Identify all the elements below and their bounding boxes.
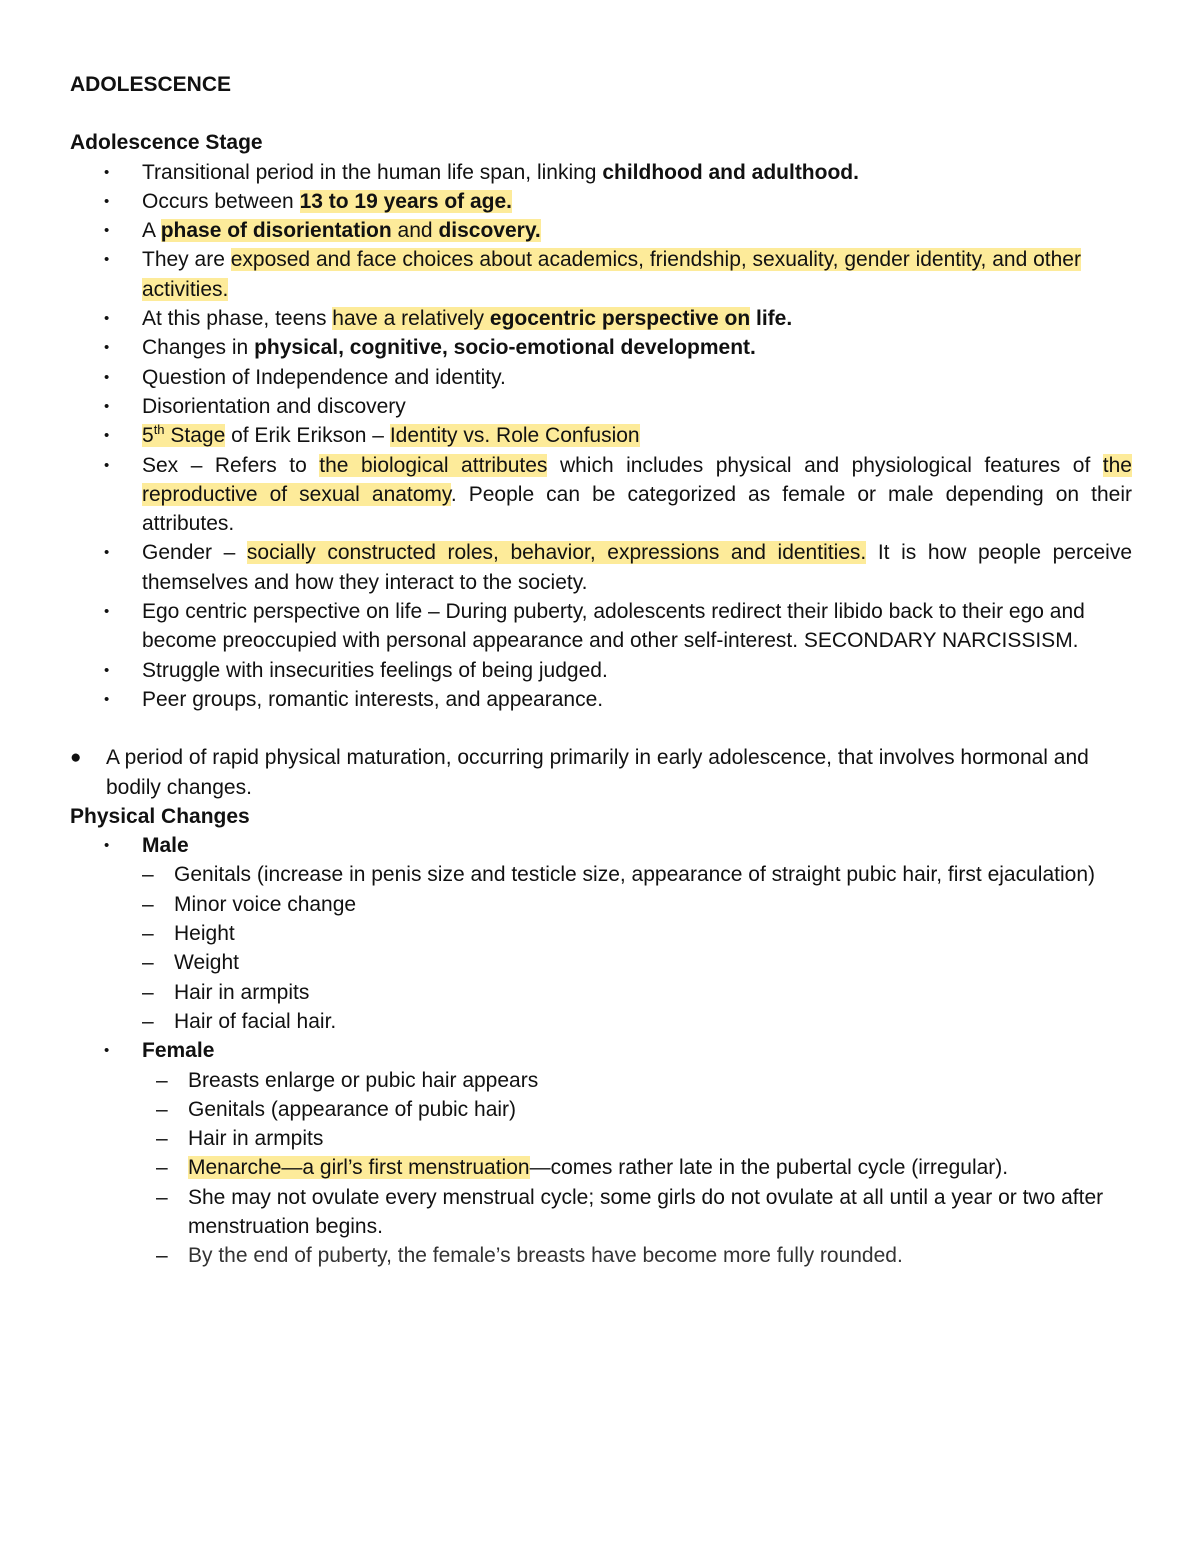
dash-marker: –	[156, 1127, 168, 1151]
item-text: Weight	[174, 951, 239, 975]
bullet-marker: •	[104, 222, 110, 240]
list-item	[70, 948, 1132, 977]
dash-marker: –	[156, 1156, 168, 1180]
list-item	[70, 890, 1132, 919]
item-text: Breasts enlarge or pubic hair appears	[188, 1068, 539, 1092]
section-heading-physical-changes: Physical Changes	[70, 804, 250, 828]
item-bold-text: childhood and adulthood.	[602, 160, 859, 184]
list-item	[70, 451, 1132, 539]
female-changes-list	[70, 1066, 1132, 1154]
list-item	[70, 216, 1132, 245]
bullet-marker: •	[104, 1042, 110, 1060]
item-text: At this phase, teens	[142, 307, 333, 331]
dash-marker: –	[142, 951, 154, 975]
dash-marker: –	[156, 1097, 168, 1121]
bullet-marker: •	[104, 368, 110, 386]
bullet-marker: •	[104, 690, 110, 708]
male-changes-list	[70, 860, 1132, 1036]
highlighted-text	[142, 424, 225, 447]
female-changes-list-more	[70, 1183, 1132, 1271]
subheading-female: Female	[142, 1039, 215, 1063]
dash-marker: –	[142, 892, 154, 916]
highlighted-text: discovery.	[438, 219, 541, 243]
bullet-marker: •	[104, 661, 110, 679]
spacer	[70, 714, 1132, 743]
item-text: By the end of puberty, the female’s breasts have become more fully rounded.	[188, 1244, 903, 1268]
highlighted-text: egocentric perspective on	[489, 307, 751, 331]
dash-marker: –	[156, 1244, 168, 1268]
item-text: Ego centric perspective on life – During puberty, adolescents redirect their libido back to their ego and become preoccupied with personal appearance and other self-interest. SECONDARY NARCISSISM.	[142, 600, 1085, 653]
item-text: Transitional period in the human life span, linking	[142, 160, 603, 184]
list-item	[70, 1007, 1132, 1036]
list-item	[70, 685, 1132, 714]
puberty-list	[70, 743, 1132, 802]
list-item	[70, 245, 1132, 304]
dash-marker: –	[156, 1185, 168, 1209]
list-item	[70, 656, 1132, 685]
bullet-marker: •	[104, 310, 110, 328]
item-text: Hair of facial hair.	[174, 1009, 337, 1033]
item-text: 5	[142, 424, 154, 448]
list-item	[70, 304, 1132, 333]
dash-marker: –	[142, 980, 154, 1004]
item-text: Genitals (increase in penis size and testicle size, appearance of straight pubic hair, first ejaculation)	[174, 863, 1095, 887]
item-text: Sex – Refers to	[142, 453, 320, 477]
item-text: She may not ovulate every menstrual cycle; some girls do not ovulate at all until a year or two after menstruation begins.	[188, 1185, 1104, 1238]
highlighted-text: Identity vs. Role Confusion	[389, 424, 640, 448]
list-item-female	[70, 1036, 1132, 1065]
list-item	[70, 1183, 1132, 1242]
bullet-marker: •	[104, 251, 110, 269]
physical-changes-list-female	[70, 1036, 1132, 1065]
item-text: Disorientation and discovery	[142, 394, 406, 418]
bullet-marker: •	[104, 544, 110, 562]
adolescence-list	[70, 158, 1132, 715]
female-menarche-list	[70, 1153, 1132, 1182]
item-text: Occurs between	[142, 189, 300, 213]
list-item	[70, 1066, 1132, 1095]
bullet-marker: •	[104, 456, 110, 474]
item-bold-text: physical, cognitive, socio-emotional development.	[254, 336, 756, 360]
list-item	[70, 1095, 1132, 1124]
section-heading-adolescence-stage: Adolescence Stage	[70, 131, 263, 155]
item-text: Changes in	[142, 336, 255, 360]
item-text: Hair in armpits	[188, 1127, 324, 1151]
item-text: Height	[174, 922, 235, 946]
document-page	[70, 70, 1132, 1271]
bullet-marker: •	[104, 163, 110, 181]
highlighted-text: have a relatively	[332, 307, 490, 331]
item-bold-text: life.	[750, 307, 793, 331]
list-item	[70, 919, 1132, 948]
item-text: Question of Independence and identity.	[142, 365, 506, 389]
highlighted-text: and	[391, 219, 439, 243]
bullet-marker: •	[104, 837, 110, 855]
document-title: ADOLESCENCE	[70, 73, 232, 96]
item-text: Struggle with insecurities feelings of being judged.	[142, 658, 608, 682]
dash-marker: –	[142, 1009, 154, 1033]
list-item	[70, 333, 1132, 362]
highlighted-text: Menarche—a girl’s first menstruation	[188, 1156, 530, 1180]
list-item	[70, 421, 1132, 450]
list-item	[70, 363, 1132, 392]
list-item	[70, 187, 1132, 216]
spacer	[70, 99, 1132, 128]
item-text: Stage	[164, 424, 226, 448]
highlighted-text: 13 to 19 years of age.	[299, 189, 513, 213]
bullet-marker: •	[104, 427, 110, 445]
physical-changes-list	[70, 831, 1132, 860]
dash-marker: –	[142, 922, 154, 946]
list-item-male	[70, 831, 1132, 860]
item-text: Gender –	[142, 541, 247, 565]
list-item	[70, 597, 1132, 656]
item-text: Minor voice change	[174, 892, 357, 916]
bullet-marker: •	[104, 192, 110, 210]
list-item	[70, 743, 1132, 802]
item-text: Hair in armpits	[174, 980, 310, 1004]
list-item	[70, 392, 1132, 421]
item-text: of Erik Erikson –	[225, 424, 390, 448]
highlighted-text: the biological attributes	[319, 453, 548, 477]
bullet-marker: •	[104, 603, 110, 621]
item-text: They are	[142, 248, 231, 272]
dot-marker: ●	[70, 747, 82, 769]
item-text: A period of rapid physical maturation, occurring primarily in early adolescence, that involves hormonal and bodily changes.	[106, 746, 1089, 799]
list-item	[70, 538, 1132, 597]
highlighted-text: exposed and face choices about academics, friendship, sexuality, gender identity, and other activities.	[142, 248, 1081, 301]
bullet-marker: •	[104, 397, 110, 415]
item-text: —comes rather late in the pubertal cycle (irregular).	[529, 1156, 1009, 1180]
list-item	[70, 158, 1132, 187]
list-item	[70, 1241, 1132, 1270]
list-item	[70, 978, 1132, 1007]
item-text: which includes physical and physiological features of	[547, 453, 1103, 477]
item-text: . People can be categorized as female or male depending on their attributes.	[142, 482, 1132, 536]
item-text: Peer groups, romantic interests, and appearance.	[142, 687, 604, 711]
dash-marker: –	[142, 863, 154, 887]
list-item	[70, 860, 1132, 889]
subheading-male: Male	[142, 834, 189, 858]
list-item	[70, 1124, 1132, 1153]
item-text: Genitals (appearance of pubic hair)	[188, 1097, 517, 1121]
item-text: It is how people perceive themselves and how they interact to the society.	[142, 541, 1132, 594]
item-text: A	[142, 219, 161, 243]
highlighted-text: the reproductive of sexual anatomy	[142, 453, 1132, 506]
bullet-marker: •	[104, 339, 110, 357]
highlighted-text: phase of disorientation	[160, 219, 392, 243]
dash-marker: –	[156, 1068, 168, 1092]
superscript: th	[153, 422, 165, 438]
highlighted-text: socially constructed roles, behavior, expressions and identities.	[246, 541, 867, 565]
list-item	[70, 1153, 1132, 1182]
